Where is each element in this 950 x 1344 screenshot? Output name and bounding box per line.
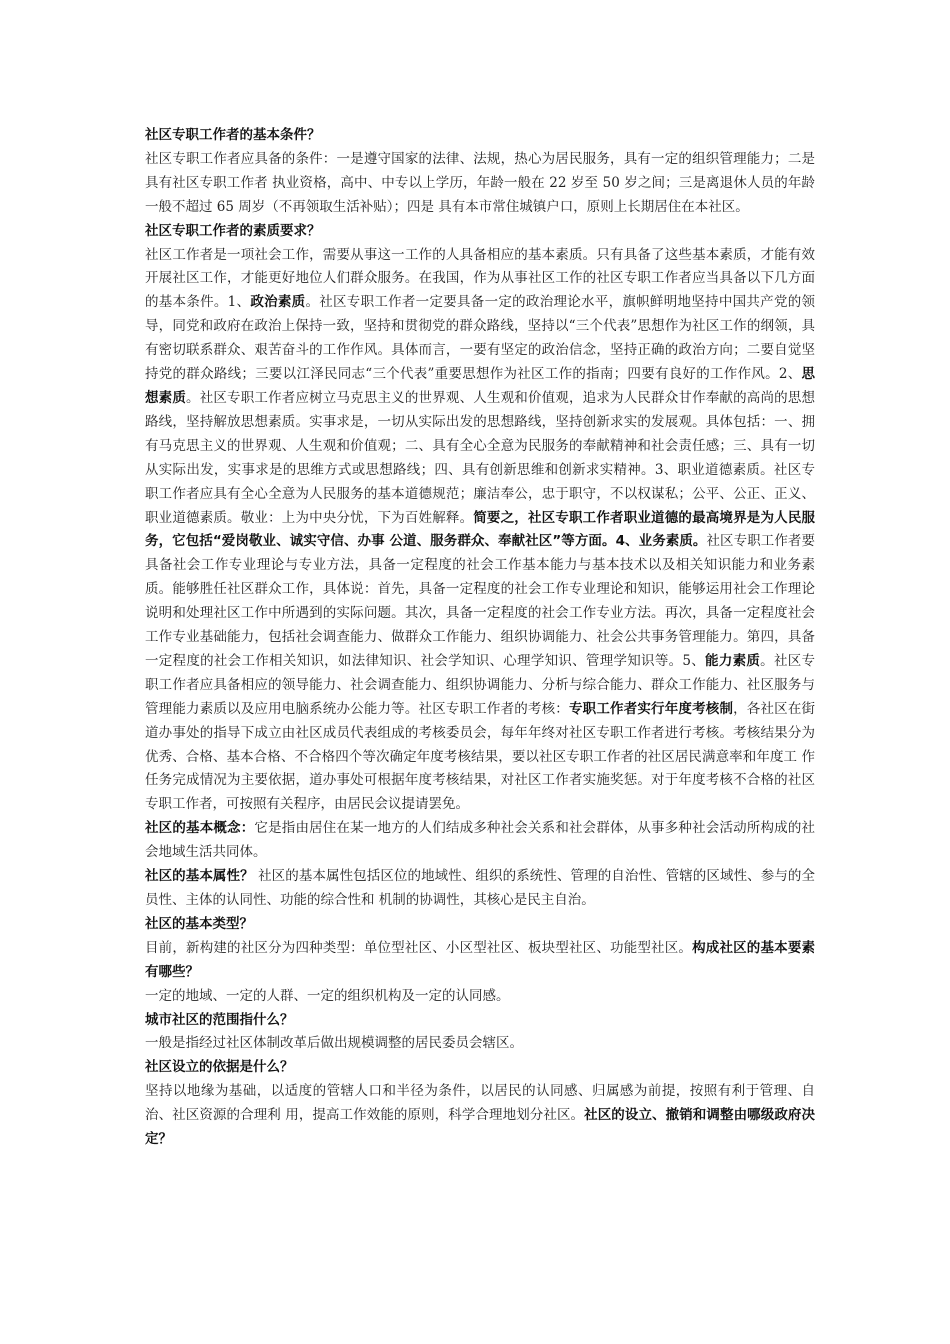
- paragraph-quality-requirements: [145, 244, 815, 818]
- bold-ability-quality: 能力素质: [705, 652, 761, 669]
- bold-annual-assessment: 专职工作者实行年度考核制: [569, 700, 734, 717]
- text-segment: 。社区专职工作者应树立马克思主义的世界观、人生观和价值观，追求为人民群众甘作奉献的高尚的思想路线，坚持解放思想素质。实事求是，一切从实际出发的思想路线，坚持创新求实的发展观。具体包括：一、拥有马克思主义的世界观、人生观和价值观；二、具有全心全意为民服务的奉献精神和社会责任感；三、具有一切从实际出发，实事求是的思维方式或思想路线；四、具有创新思维和创新求实精神。3、职业道德素质。社区专职工作者应具有全心全意为人民服务的基本道德规范；廉洁奉公，忠于职守，不以权谋私；公平、公正、正义、职业道德素质。敬业：上为中央分忧，下为百姓解释。: [145, 389, 815, 526]
- bold-ideological-quality: 思想素质: [145, 366, 815, 406]
- text-segment: 目前，新构建的社区分为四种类型：单位型社区、小区型社区、板块型社区、功能型社区。: [145, 939, 693, 956]
- heading-establishment-basis: 社区设立的依据是什么？: [145, 1059, 294, 1076]
- heading-community-elements: 构成社区的基本要素有哪些？: [145, 939, 816, 980]
- paragraph-basic-conditions: 社区专职工作者应具备的条件：一是遵守国家的法律、法规，热心为居民服务，具有一定的组织管理能力；二是具有社区专职工作者 执业资格，高中、中专以上学历，年龄一般在 22 岁至 50 岁之间；三是离退休人员的年龄一般不超过 65 周岁（不再领取生活补贴）；四是 具有本市常住城镇户口，原则上长期居住在本社区。: [145, 150, 815, 215]
- text-segment: 它是指由居住在某一地方的人们结成多种社会关系和社会群体，从事多种社会活动所构成的社会地域生活共同体。: [145, 820, 816, 861]
- paragraph-community-attributes: [145, 865, 815, 913]
- bold-ethics-summary: 简要之，社区专职工作者职业道德的最高境界是为人民服务，它包括“爱岗敬业、诚实守信、办事 公道、服务群众、奉献社区”等方面。4、业务素质。: [145, 509, 815, 550]
- paragraph-community-elements: 一定的地域、一定的人群、一定的组织机构及一定的认同感。: [145, 987, 510, 1004]
- text-segment: ，各社区在街道办事处的指导下成立由社区成员代表组成的考核委员会，每年年终对社区专职工作者进行考核。考核结果分为优秀、合格、基本合格、不合格四个等次确定年度考核结果，要以社区专职工作者的社区居民满意率和年度工 作任务完成情况为主要依据，道办事处可根据年度考核结果，对社区工作者实施奖惩。对于年度考核不合格的社区专职工作者，可按照有关程序，由居民会议提请罢免。: [145, 700, 816, 813]
- heading-government-decision: 社区的设立、撤销和调整由哪级政府决定？: [145, 1107, 815, 1148]
- heading-community-types: 社区的基本类型？: [145, 915, 253, 932]
- heading-quality-requirements: 社区专职工作者的素质要求？: [145, 222, 321, 239]
- text-segment: 社区工作者是一项社会工作，需要从事这一工作的人具备相应的基本素质。只有具备了这些基本素质，才能有效开展社区工作，才能更好地位人们群众服务。在我国，作为从事社区工作的社区专职工作者应当具备以下几方面的基本条件。1、: [145, 246, 815, 311]
- heading-urban-scope: 城市社区的范围指什么？: [145, 1011, 294, 1028]
- bold-political-quality: 政治素质: [250, 294, 306, 311]
- heading-basic-conditions: 社区专职工作者的基本条件？: [145, 127, 321, 143]
- heading-community-concept: 社区的基本概念：: [145, 820, 255, 837]
- paragraph-community-concept: [145, 817, 815, 865]
- document-body: [145, 124, 815, 1152]
- text-segment: 社区专职工作者要具备社会工作专业理论与专业方法，具备一定程度的社会工作基本能力与基本技术以及相关知识能力和业务素质。能够胜任社区群众工作，具体说：首先，具备一定程度的社会工作专业理论和知识，能够运用社会工作理论说明和处理社区工作中所遇到的实际问题。其次，具备一定程度的社会工作专业方法。再次，具备一定程度社会工作专业基础能力，包括社会调查能力、做群众工作能力、组织协调能力、社会公共事务管理能力。第四，具备一定程度的社会工作相关知识，如法律知识、社会学知识、心理学知识、管理学知识等。5、: [145, 533, 815, 669]
- paragraph-community-types: [145, 937, 815, 985]
- text-segment: 坚持以地缘为基础，以适度的管辖人口和半径为条件，以居民的认同感、归属感为前提，按照有利于管理、自治、社区资源的合理利 用，提高工作效能的原则，科学合理地划分社区。: [145, 1083, 815, 1124]
- paragraph-establishment-basis: [145, 1080, 815, 1152]
- text-segment: 社区的基本属性包括区位的地域性、组织的系统性、管理的自治性、管辖的区域性、参与的全员性、主体的认同性、功能的综合性和 机制的协调性，其核心是民主自治。: [145, 868, 815, 908]
- text-segment: 。社区专职工作者一定要具备一定的政治理论水平，旗帜鲜明地坚持中国共产党的领导，同党和政府在政治上保持一致，坚持和贯彻党的群众路线，坚持以“三个代表”思想作为社区工作的纲领，具有密切联系群众、艰苦奋斗的工作作风。具体而言，一要有坚定的政治信念，坚持正确的政治方向；二要自觉坚持党的群众路线；三要以江泽民同志“三个代表”重要思想作为社区工作的指南；四要有良好的工作作风。2、: [145, 294, 816, 383]
- paragraph-urban-scope: 一般是指经过社区体制改革后做出规模调整的居民委员会辖区。: [145, 1035, 523, 1052]
- heading-community-attributes: 社区的基本属性？: [145, 868, 254, 885]
- text-segment: 。社区专职工作者应具备相应的领导能力、社会调查能力、组织协调能力、分析与综合能力、群众工作能力、社区服务与管理能力素质以及应用电脑系统办公能力等。社区专职工作者的考核：: [145, 652, 816, 717]
